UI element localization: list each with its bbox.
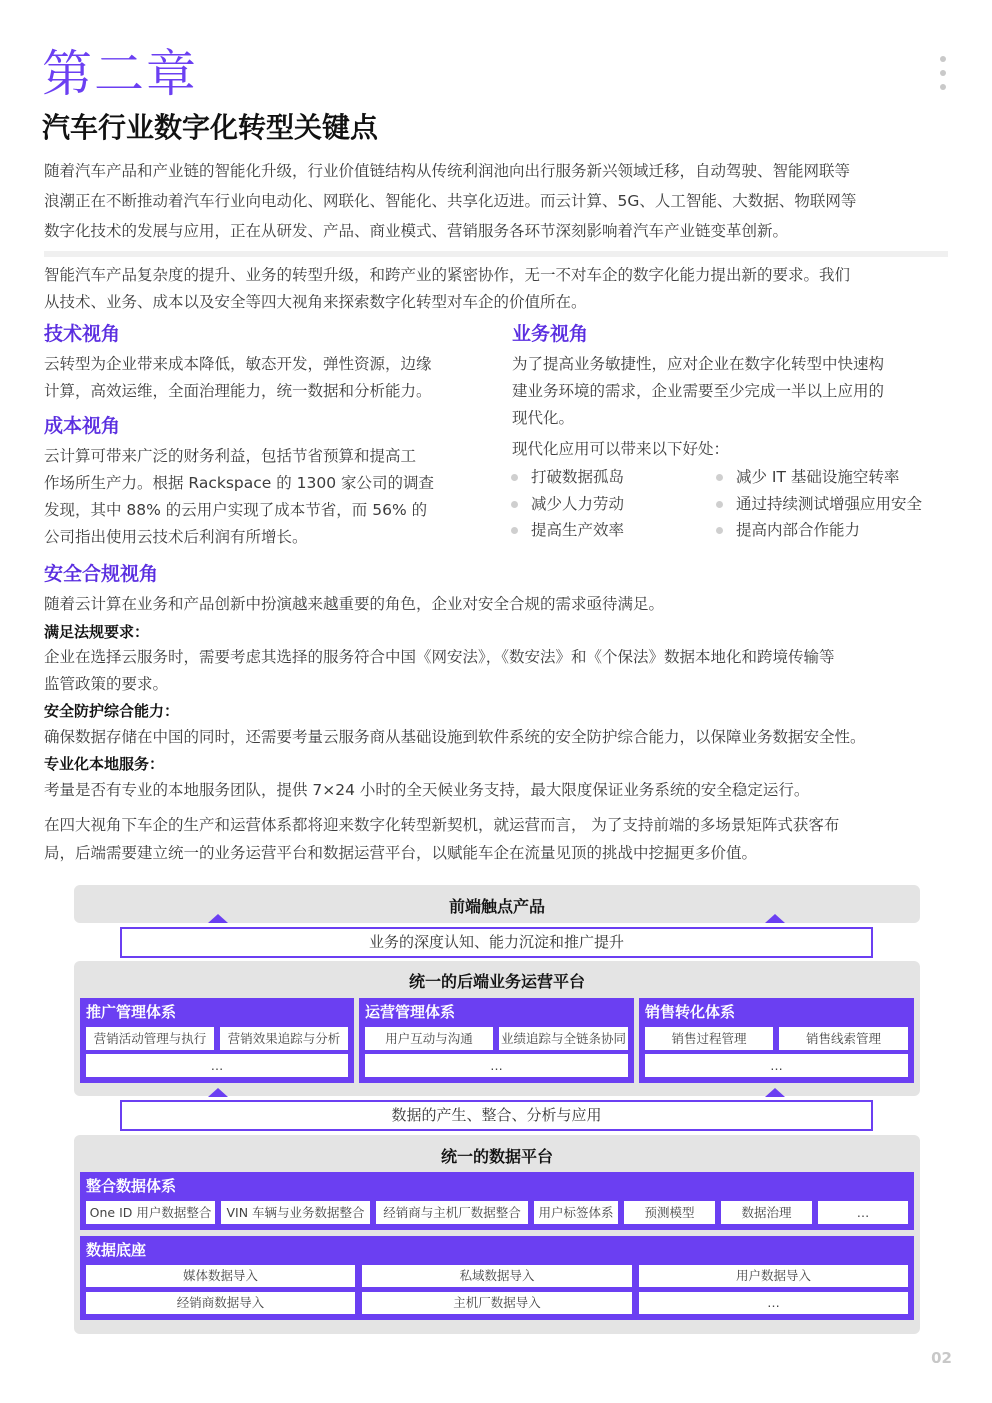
security-intro: 随着云计算在业务和产品创新中扮演越来越重要的角色，企业对安全合规的需求亟待满足。 (44, 595, 665, 613)
base-cell: 主机厂数据导入 (362, 1292, 632, 1314)
integration-cell: One ID 用户数据整合 (86, 1201, 215, 1224)
local-service-title: 专业化本地服务： (44, 755, 165, 773)
system-cell-more: … (86, 1054, 348, 1077)
intro-paragraph-2 (44, 262, 944, 316)
list-item: 减少人力劳动 (531, 491, 624, 517)
system-cell: 业绩追踪与全链条协同 (499, 1027, 628, 1050)
operation-system (359, 998, 634, 1083)
integration-cell: 经销商与主机厂数据整合 (376, 1201, 528, 1224)
arrow-up-icon (765, 1088, 785, 1097)
conclusion-paragraph (44, 811, 944, 867)
text-line: 作场所生产力。根据 Rackspace 的 1300 家公司的调查 (44, 474, 435, 492)
more-options-icon[interactable] (940, 56, 948, 98)
text-line: 浪潮正在不断推动着汽车行业向电动化、网联化、智能化、共享化迈进。而云计算、5G、人工智能、大数据、物联网等 (44, 192, 857, 210)
page-title: 汽车行业数字化转型关键点 (42, 111, 379, 144)
arrow-up-icon (765, 914, 785, 923)
text-line: 确保数据存储在中国的同时，还需要考量云服务商从基础设施到软件系统的安全防护综合能力，以保障业务数据安全性。 (44, 728, 866, 746)
tech-heading: 技术视角 (44, 323, 121, 345)
system-cell: 销售线索管理 (779, 1027, 908, 1050)
business-text (512, 351, 952, 432)
text-line: 建业务环境的需求，企业需要至少完成一半以上应用的 (512, 382, 885, 400)
front-products-label: 前端触点产品 (448, 897, 545, 916)
integration-cell: 预测模型 (624, 1201, 715, 1224)
list-item: 通过持续测试增强应用安全 (736, 491, 922, 517)
sales-system (639, 998, 914, 1083)
integration-cell-more: … (818, 1201, 908, 1224)
cost-heading: 成本视角 (44, 415, 121, 437)
promotion-system (80, 998, 354, 1083)
text-line: 现代化。 (512, 409, 575, 427)
page-number: 02 (931, 1349, 952, 1367)
text-line: 云计算可带来广泛的财务利益，包括节省预算和提高工 (44, 447, 417, 465)
protection-title: 安全防护综合能力： (44, 702, 180, 720)
system-title: 销售转化体系 (645, 1003, 736, 1021)
text-line: 局，后端需要建立统一的业务运营平台和数据运营平台，以赋能车企在流量见顶的挑战中挖掘更多价值。 (44, 844, 758, 862)
system-title: 运营管理体系 (365, 1003, 456, 1021)
capability-bar: 业务的深度认知、能力沉淀和推广提升 (120, 927, 873, 958)
text-line: 计算，高效运维，全面治理能力，统一数据和分析能力。 (44, 382, 432, 400)
base-cell: 私域数据导入 (362, 1265, 632, 1287)
base-cell: 用户数据导入 (639, 1265, 908, 1287)
text-line: 在四大视角下车企的生产和运营体系都将迎来数字化转型新契机，就运营而言， 为了支持前端的多场景矩阵式获客布 (44, 816, 840, 834)
data-platform-label: 统一的数据平台 (440, 1147, 553, 1166)
base-cell-more: … (639, 1292, 908, 1314)
text-line: 发现，其中 88% 的云用户实现了成本节省，而 56% 的 (44, 501, 428, 519)
regulation-title: 满足法规要求： (44, 623, 150, 641)
system-title: 整合数据体系 (86, 1177, 177, 1195)
system-cell: 销售过程管理 (645, 1027, 773, 1050)
integration-cell: VIN 车辆与业务数据整合 (221, 1201, 370, 1224)
base-cell: 经销商数据导入 (86, 1292, 355, 1314)
integration-cell: 数据治理 (721, 1201, 812, 1224)
cost-text (44, 443, 474, 551)
text-line: 云转型为企业带来成本降低，敏态开发，弹性资源，边缘 (44, 355, 432, 373)
system-title: 数据底座 (86, 1241, 147, 1259)
system-cell: 营销活动管理与执行 (86, 1027, 214, 1050)
integration-system (80, 1172, 914, 1230)
text-line: 为了提高业务敏捷性，应对企业在数字化转型中快速构 (512, 355, 885, 373)
list-item: 减少 IT 基础设施空转率 (736, 464, 899, 490)
system-cell: 营销效果追踪与分析 (220, 1027, 348, 1050)
arrow-up-icon (208, 1088, 228, 1097)
intro-paragraph-1 (44, 156, 944, 246)
business-heading: 业务视角 (512, 323, 589, 345)
system-title: 推广管理体系 (86, 1003, 177, 1021)
chapter-label: 第二章 (42, 45, 198, 103)
base-cell: 媒体数据导入 (86, 1265, 355, 1287)
system-cell-more: … (645, 1054, 908, 1077)
text-line: 企业在选择云服务时，需要考虑其选择的服务符合中国《网安法》，《数安法》和《个保法》数据本地化和跨境传输等 (44, 648, 835, 666)
arrow-up-icon (208, 914, 228, 923)
security-heading: 安全合规视角 (44, 563, 159, 585)
backend-platform-label: 统一的后端业务运营平台 (408, 972, 585, 991)
front-products-panel (74, 885, 920, 923)
integration-cell: 用户标签体系 (534, 1201, 618, 1224)
text-line: 随着汽车产品和产业链的智能化升级，行业价值链结构从传统利润池向出行服务新兴领域迁移，自动驾驶、智能网联等 (44, 162, 851, 180)
text-line: 从技术、业务、成本以及安全等四大视角来探索数字化转型对车企的价值所在。 (44, 293, 587, 311)
data-base-system (80, 1236, 914, 1320)
text-line: 监管政策的要求。 (44, 675, 169, 693)
list-item: 提高生产效率 (531, 517, 624, 543)
tech-text (44, 351, 474, 405)
system-cell-more: … (365, 1054, 628, 1077)
divider (44, 251, 948, 257)
benefits-intro: 现代化应用可以带来以下好处： (512, 440, 730, 458)
list-item: 提高内部合作能力 (736, 517, 860, 543)
list-item: 打破数据孤岛 (531, 464, 624, 490)
data-flow-bar: 数据的产生、整合、分析与应用 (120, 1100, 873, 1131)
text-line: 公司指出使用云技术后利润有所增长。 (44, 528, 308, 546)
text-line: 智能汽车产品复杂度的提升、业务的转型升级，和跨产业的紧密协作，无一不对车企的数字化能力提出新的要求。我们 (44, 266, 851, 284)
text-line: 数字化技术的发展与应用，正在从研发、产品、商业模式、营销服务各环节深刻影响着汽车产业链变革创新。 (44, 222, 789, 240)
system-cell: 用户互动与沟通 (365, 1027, 493, 1050)
text-line: 考量是否有专业的本地服务团队，提供 7×24 小时的全天候业务支持，最大限度保证业务系统的安全稳定运行。 (44, 781, 810, 799)
